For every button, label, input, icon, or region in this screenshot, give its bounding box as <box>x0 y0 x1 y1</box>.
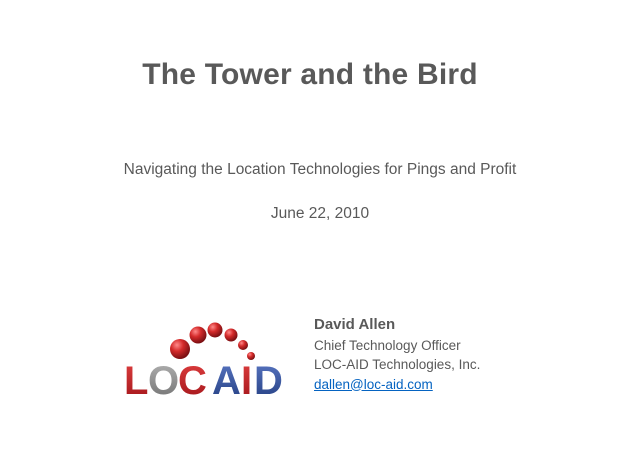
presenter-info <box>314 315 480 394</box>
svg-text:A: A <box>212 359 240 402</box>
svg-text:D: D <box>254 359 282 402</box>
logo-ball <box>190 327 207 344</box>
loc-aid-logo-icon <box>118 318 298 402</box>
loc-aid-logo <box>118 318 298 402</box>
slide-subtitle: Navigating the Location Technologies for Pings and Profit <box>123 161 517 178</box>
svg-text:I: I <box>241 359 252 402</box>
logo-ball <box>225 329 238 342</box>
slide-date: June 22, 2010 <box>270 205 370 222</box>
presenter-name: David Allen <box>314 316 396 333</box>
logo-ball <box>208 323 223 338</box>
svg-text:C: C <box>178 359 206 402</box>
svg-text:O: O <box>148 359 179 402</box>
presenter-company: LOC-AID Technologies, Inc. <box>314 357 481 372</box>
logo-ball <box>170 339 190 359</box>
svg-text:L: L <box>124 359 148 402</box>
logo-ball <box>238 340 248 350</box>
slide-title: The Tower and the Bird <box>142 58 478 91</box>
presenter-role: Chief Technology Officer <box>314 337 461 353</box>
presenter-email-link[interactable]: dallen@loc-aid.com <box>314 376 433 392</box>
